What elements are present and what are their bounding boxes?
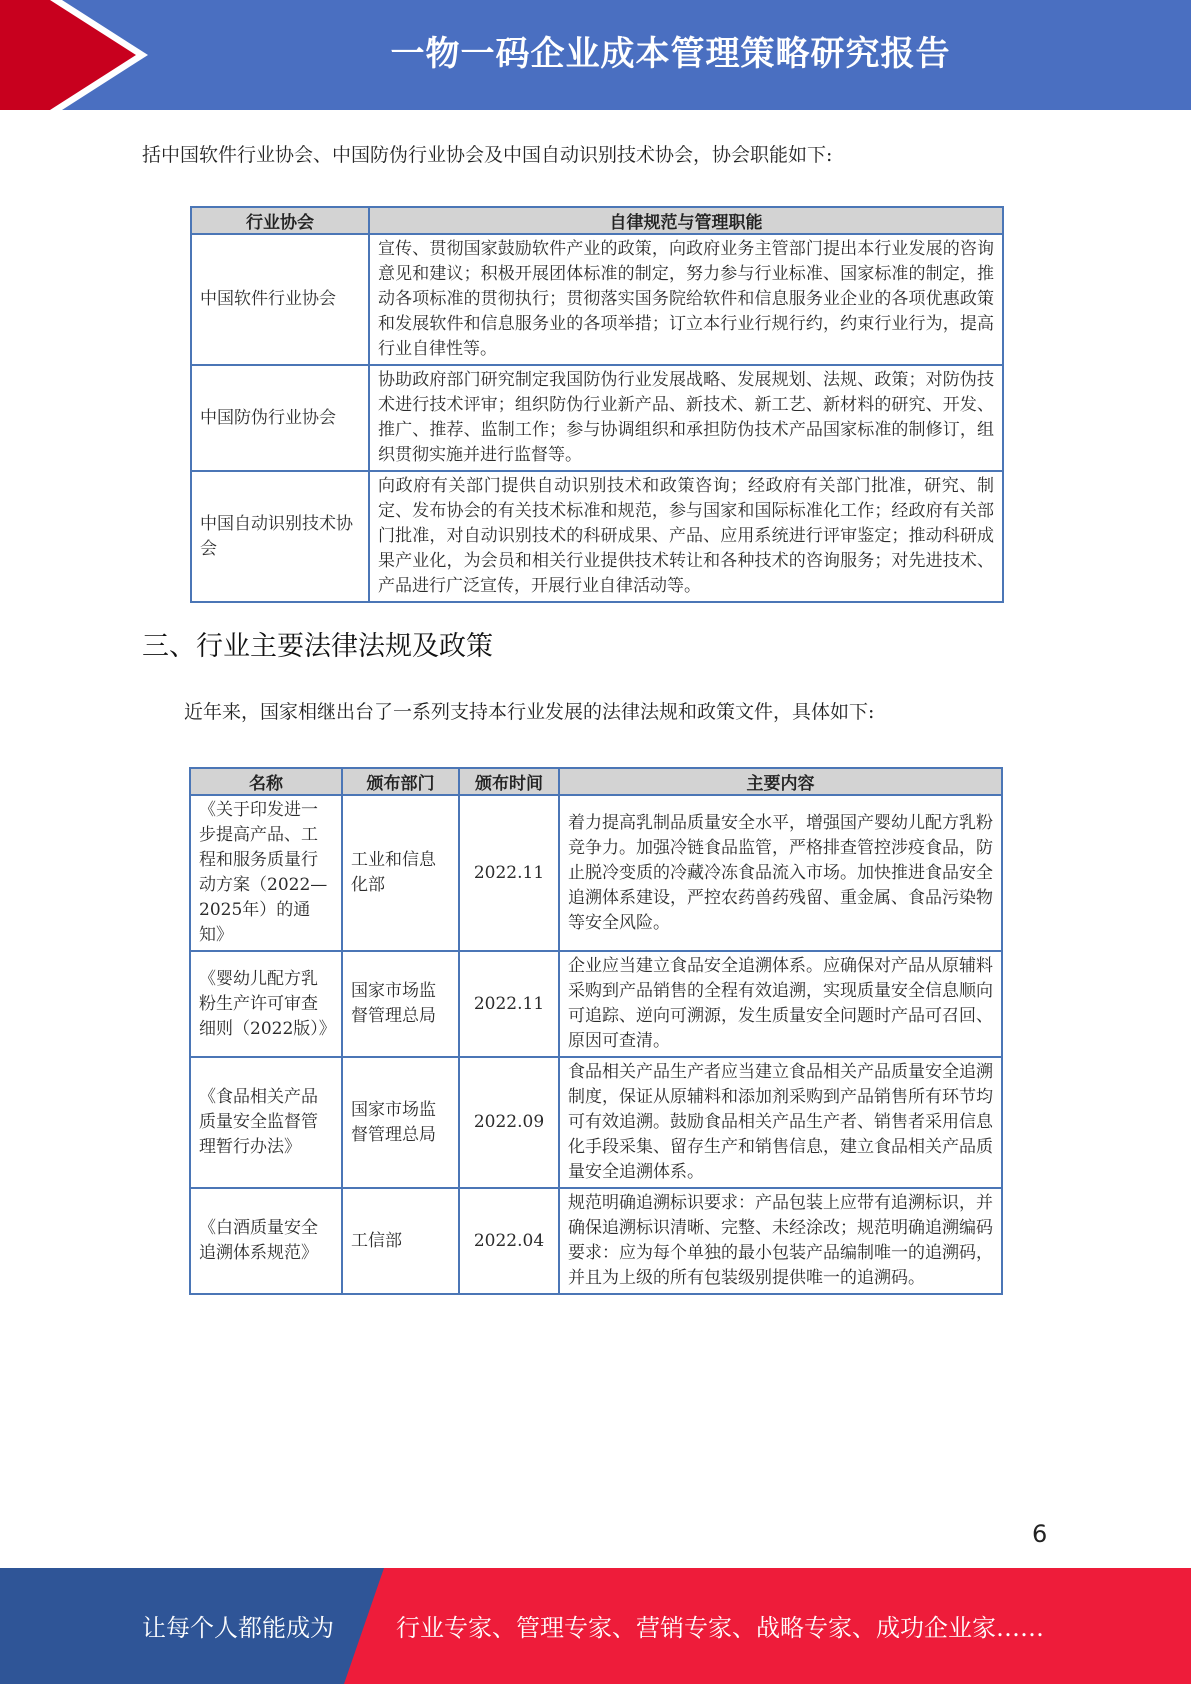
- policy-name: 《关于印发进一步提高产品、工程和服务质量行动方案（2022—2025年）的通知》: [190, 795, 342, 951]
- column-header: 颁布时间: [459, 768, 559, 795]
- table-row: [190, 795, 1002, 951]
- policy-date: 2022.11: [459, 795, 559, 951]
- page-number: 6: [1032, 1520, 1048, 1548]
- page-footer: [0, 1568, 1191, 1684]
- column-header: 自律规范与管理职能: [369, 207, 1003, 234]
- body-paragraph: 近年来，国家相继出台了一系列支持本行业发展的法律法规和政策文件，具体如下:: [184, 701, 875, 723]
- policy-name: 《白酒质量安全追溯体系规范》: [190, 1188, 342, 1294]
- footer-slogan-right: 行业专家、管理专家、营销专家、战略专家、成功企业家……: [396, 1614, 1044, 1642]
- section-heading: 三、行业主要法律法规及政策: [142, 631, 493, 662]
- policy-date: 2022.09: [459, 1057, 559, 1188]
- policy-content: 着力提高乳制品质量安全水平，增强国产婴幼儿配方乳粉竞争力。加强冷链食品监管，严格排查管控涉疫食品，防止脱冷变质的冷藏冷冻食品流入市场。加快推进食品安全追溯体系建设，严控农药兽药残留、重金属、食品污染物等安全风险。: [559, 795, 1002, 951]
- table-row: [191, 234, 1003, 365]
- footer-slogan-left: 让每个人都能成为: [142, 1614, 334, 1642]
- association-duties: 协助政府部门研究制定我国防伪行业发展战略、发展规划、法规、政策；对防伪技术进行技术评审；组织防伪行业新产品、新技术、新工艺、新材料的研究、开发、推广、推荐、监制工作；参与协调组织和承担防伪技术产品国家标准的制修订，组织贯彻实施并进行监督等。: [369, 365, 1003, 471]
- association-duties: 向政府有关部门提供自动识别技术和政策咨询；经政府有关部门批准，研究、制定、发布协会的有关技术标准和规范，参与国家和国际标准化工作；经政府有关部门批准，对自动识别技术的科研成果、产品、应用系统进行评审鉴定；推动科研成果产业化，为会员和相关行业提供技术转让和各种技术的咨询服务；对先进技术、产品进行广泛宣传，开展行业自律活动等。: [369, 471, 1003, 602]
- policy-date: 2022.11: [459, 951, 559, 1057]
- chevron-decoration-icon: [0, 0, 160, 110]
- table-row: [190, 1188, 1002, 1294]
- column-header: 名称: [190, 768, 342, 795]
- table-row: [191, 471, 1003, 602]
- policy-content: 食品相关产品生产者应当建立食品相关产品质量安全追溯制度，保证从原辅料和添加剂采购到产品销售所有环节均可有效追溯。鼓励食品相关产品生产者、销售者采用信息化手段采集、留存生产和销售信息，建立食品相关产品质量安全追溯体系。: [559, 1057, 1002, 1188]
- policy-department: 工业和信息化部: [342, 795, 459, 951]
- policy-name: 《食品相关产品质量安全监督管理暂行办法》: [190, 1057, 342, 1188]
- association-name: 中国防伪行业协会: [191, 365, 369, 471]
- association-name: 中国自动识别技术协会: [191, 471, 369, 602]
- policy-content: 规范明确追溯标识要求：产品包装上应带有追溯标识，并确保追溯标识清晰、完整、未经涂改；规范明确追溯编码要求：应为每个单独的最小包装产品编制唯一的追溯码，并且为上级的所有包装级别提供唯一的追溯码。: [559, 1188, 1002, 1294]
- table-row: [190, 1057, 1002, 1188]
- association-name: 中国软件行业协会: [191, 234, 369, 365]
- column-header: 主要内容: [559, 768, 1002, 795]
- report-title: 一物一码企业成本管理策略研究报告: [390, 34, 951, 74]
- intro-text: 括中国软件行业协会、中国防伪行业协会及中国自动识别技术协会，协会职能如下:: [142, 144, 833, 166]
- column-header: 行业协会: [191, 207, 369, 234]
- policy-table: [189, 767, 1003, 1295]
- policy-date: 2022.04: [459, 1188, 559, 1294]
- policy-department: 国家市场监督管理总局: [342, 1057, 459, 1188]
- policy-department: 工信部: [342, 1188, 459, 1294]
- association-table: [190, 206, 1004, 603]
- table-header-row: [191, 207, 1003, 234]
- table-header-row: [190, 768, 1002, 795]
- table-row: [191, 365, 1003, 471]
- column-header: 颁布部门: [342, 768, 459, 795]
- page-header: [0, 0, 1191, 110]
- association-duties: 宣传、贯彻国家鼓励软件产业的政策，向政府业务主管部门提出本行业发展的咨询意见和建议；积极开展团体标准的制定，努力参与行业标准、国家标准的制定，推动各项标准的贯彻执行；贯彻落实国务院给软件和信息服务业企业的各项优惠政策和发展软件和信息服务业的各项举措；订立本行业行规行约，约束行业行为，提高行业自律性等。: [369, 234, 1003, 365]
- table-row: [190, 951, 1002, 1057]
- policy-department: 国家市场监督管理总局: [342, 951, 459, 1057]
- policy-name: 《婴幼儿配方乳粉生产许可审查细则（2022版）》: [190, 951, 342, 1057]
- policy-content: 企业应当建立食品安全追溯体系。应确保对产品从原辅料采购到产品销售的全程有效追溯，实现质量安全信息顺向可追踪、逆向可溯源，发生质量安全问题时产品可召回、原因可查清。: [559, 951, 1002, 1057]
